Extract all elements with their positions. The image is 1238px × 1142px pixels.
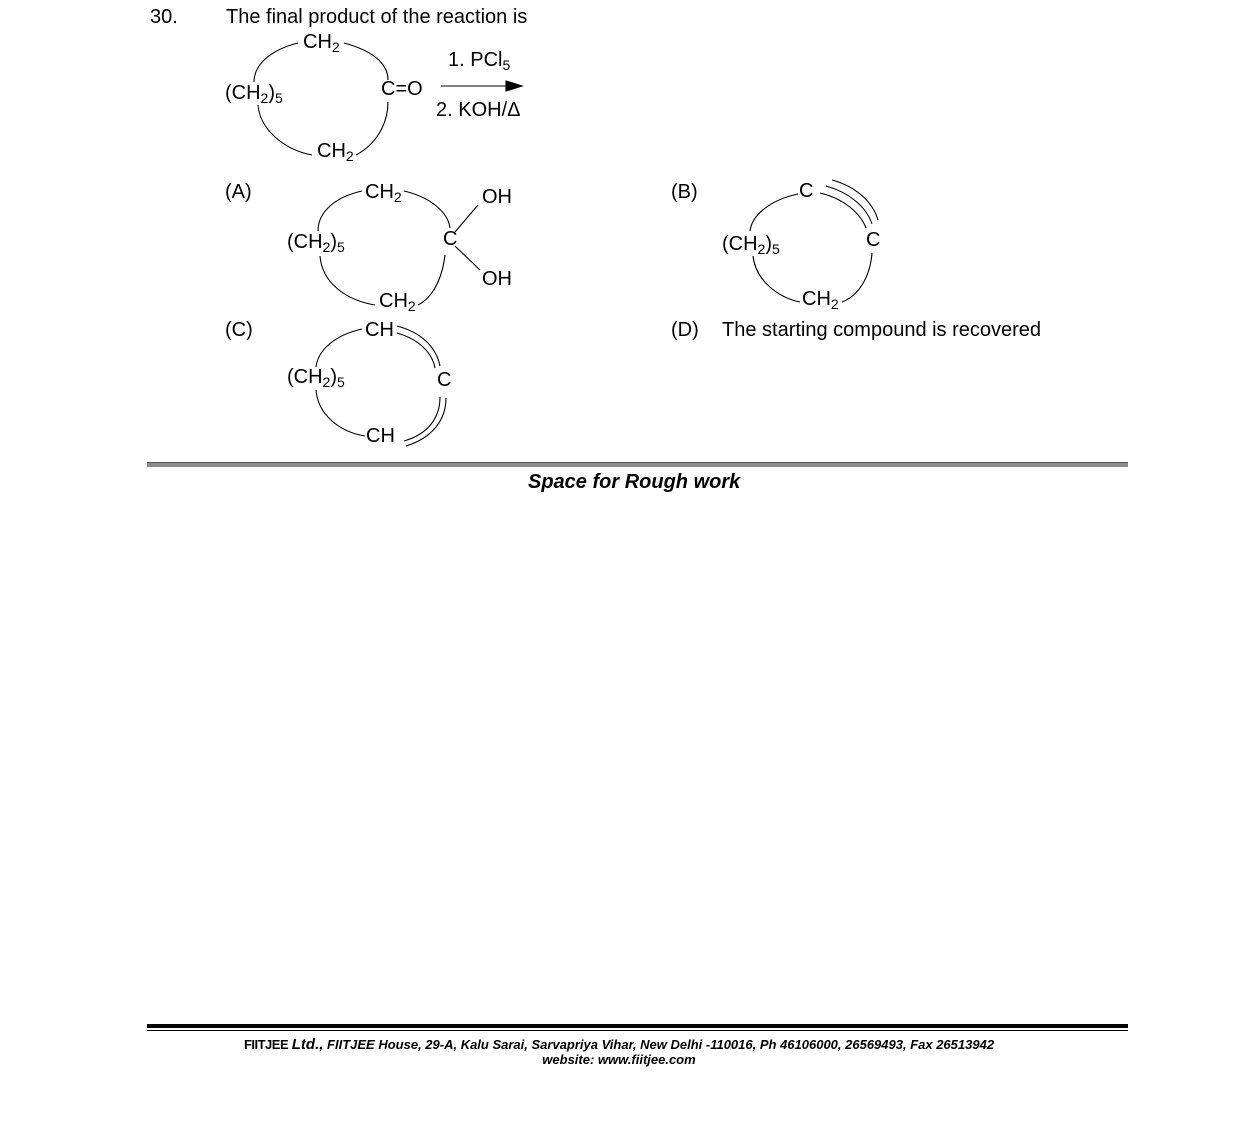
question-text: The final product of the reaction is [226,6,528,28]
footer-rule-thin [147,1030,1128,1031]
option-c-top: CH [365,319,394,341]
option-b-right: C [866,229,881,251]
footer-address-line [0,1036,1238,1053]
option-a-oh-top: OH [482,186,512,208]
footer-address: FIITJEE House, 29-A, Kalu Sarai, Sarvapriya Vihar, New Delhi -110016, Ph 46106000, 26569493, Fax 26513942 [327,1037,995,1052]
option-d-label[interactable]: (D) [671,319,699,341]
option-a-carbon: C [443,228,458,250]
option-a-bottom: $CH_2$ [379,290,416,314]
option-a-left: $(CH_2)_5$ [287,231,345,255]
reagent-step2: 2. KOH/Δ [436,99,521,121]
option-a-label[interactable]: (A) [225,181,252,203]
question-number: 30. [150,6,178,28]
footer-ltd: Ltd., [291,1036,324,1053]
reactant-carbonyl: C=O [381,78,423,100]
reactant-left: $(CH_2)_5$ [225,82,283,106]
rough-work-divider [147,462,1128,467]
option-a-top: $CH_2$ [365,181,402,205]
reactant-bottom: $CH_2$ [317,140,354,164]
rough-work-heading: Space for Rough work [528,471,741,493]
reactant-top: $CH_2$ [303,31,340,55]
footer-rule-thick [147,1024,1128,1028]
footer-website: website: www.fiitjee.com [542,1052,696,1067]
option-b-label[interactable]: (B) [671,181,698,203]
option-b-top: C [799,180,814,202]
reagent-step1: 1. PCl$_5$ [448,49,511,73]
option-c-bottom: CH [366,425,395,447]
structure-bonds [0,0,1238,470]
option-b-bottom: $CH_2$ [802,288,839,312]
option-b-left: $(CH_2)_5$ [722,233,780,257]
option-d-text: The starting compound is recovered [722,319,1042,341]
footer-brand: FIITJEE [243,1037,289,1052]
option-c-label[interactable]: (C) [225,319,253,341]
option-a-oh-bottom: OH [482,268,512,290]
option-c-right: C [437,369,452,391]
option-c-left: $(CH_2)_5$ [287,366,345,390]
